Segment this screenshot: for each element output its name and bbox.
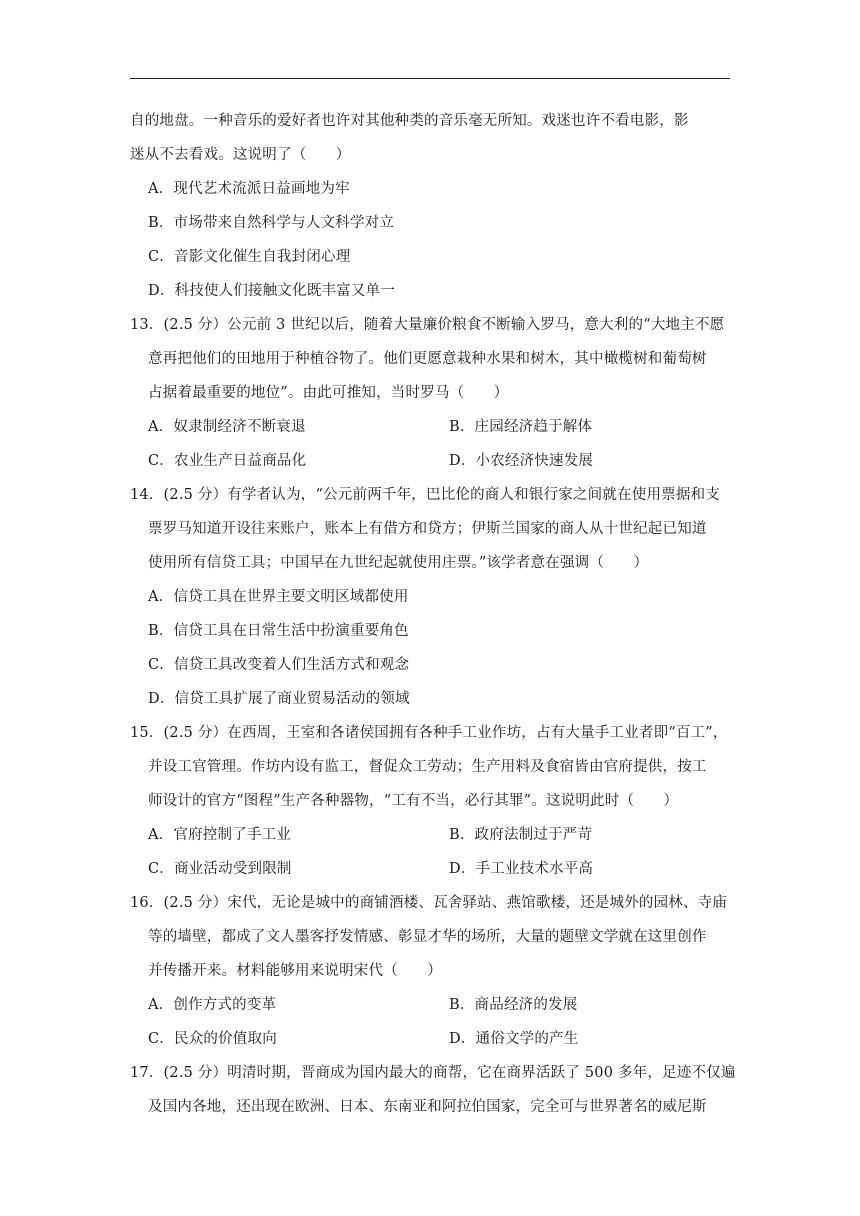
question-text-line: 并传播开来。材料能够用来说明宋代（ ） xyxy=(148,963,442,979)
question-12 xyxy=(130,110,734,314)
option-row xyxy=(130,416,734,450)
question-text-line: 等的墙壁，都成了文人墨客抒发情感、彰显才华的场所，大量的题壁文学就在这里创作 xyxy=(148,929,707,945)
option-a: A．现代艺术流派日益画地为牢 xyxy=(148,181,350,197)
question-text-line: 自的地盘。一种音乐的爱好者也许对其他种类的音乐毫无所知。戏迷也许不看电影，影 xyxy=(130,113,689,129)
option-a: A．官府控制了手工业 xyxy=(148,827,291,843)
option-d: D．手工业技术水平高 xyxy=(449,861,594,877)
option-d: D．信贷工具扩展了商业贸易活动的领域 xyxy=(148,691,410,707)
question-text-line: 13．(2.5 分）公元前 3 世纪以后，随着大量廉价粮食不断输入罗马，意大利的“大地主不愿 xyxy=(130,317,725,333)
option-c: C．音影文化催生自我封闭心理 xyxy=(148,249,351,265)
question-14 xyxy=(130,484,734,722)
question-text-line: 迷从不去看戏。这说明了（ ） xyxy=(130,147,351,163)
question-text-line: 占据着最重要的地位”。由此可推知，当时罗马（ ） xyxy=(148,385,509,401)
header-rule xyxy=(130,78,730,79)
question-content xyxy=(130,110,734,1130)
question-text-line: 意再把他们的田地用于种植谷物了。他们更愿意栽种水果和树木，其中橄榄树和葡萄树 xyxy=(148,351,707,367)
question-16 xyxy=(130,892,734,1062)
option-a: A．奴隶制经济不断衰退 xyxy=(148,419,306,435)
option-d: D．科技使人们接触文化既丰富又单一 xyxy=(148,283,396,299)
question-text-line: 并设工官管理。作坊内设有监工，督促众工劳动；生产用料及食宿皆由官府提供，按工 xyxy=(148,759,707,775)
option-c: C．农业生产日益商品化 xyxy=(148,453,307,469)
question-text-line: 师设计的官方“图程”生产各种器物，“工有不当，必行其罪”。这说明此时（ ） xyxy=(148,793,679,809)
option-row xyxy=(130,858,734,892)
question-text-line: 15．(2.5 分）在西周，王室和各诸侯国拥有各种手工业作坊，占有大量手工业者即“百工”， xyxy=(130,725,728,741)
question-text-line: 17．(2.5 分）明清时期，晋商成为国内最大的商帮，它在商界活跃了 500 多年，足迹不仅遍 xyxy=(130,1065,736,1081)
option-c: C．商业活动受到限制 xyxy=(148,861,292,877)
option-b: B．商品经济的发展 xyxy=(449,997,578,1013)
option-d: D．通俗文学的产生 xyxy=(449,1031,579,1047)
option-a: A．创作方式的变革 xyxy=(148,997,277,1013)
question-15 xyxy=(130,722,734,892)
question-17 xyxy=(130,1062,734,1130)
question-13 xyxy=(130,314,734,484)
question-text-line: 使用所有信贷工具；中国早在九世纪起就使用庄票。”该学者意在强调（ ） xyxy=(148,555,649,571)
question-text-line: 及国内各地，还出现在欧洲、日本、东南亚和阿拉伯国家，完全可与世界著名的威尼斯 xyxy=(148,1099,707,1115)
option-row xyxy=(130,994,734,1028)
question-text-line: 票罗马知道开设往来账户，账本上有借方和贷方；伊斯兰国家的商人从十世纪起已知道 xyxy=(148,521,707,537)
question-text-line: 14．(2.5 分）有学者认为，“公元前两千年，巴比伦的商人和银行家之间就在使用票据和支 xyxy=(130,487,720,503)
option-c: C．民众的价值取向 xyxy=(148,1031,277,1047)
option-row xyxy=(130,1028,734,1062)
option-b: B．市场带来自然科学与人文科学对立 xyxy=(148,215,395,231)
option-row xyxy=(130,450,734,484)
option-b: B．政府法制过于严苛 xyxy=(449,827,593,843)
option-a: A．信贷工具在世界主要文明区域都使用 xyxy=(148,589,409,605)
option-d: D．小农经济快速发展 xyxy=(449,453,594,469)
option-b: B．庄园经济趋于解体 xyxy=(449,419,593,435)
option-c: C．信贷工具改变着人们生活方式和观念 xyxy=(148,657,410,673)
question-text-line: 16．(2.5 分）宋代，无论是城中的商铺酒楼、瓦舍驿站、燕馆歌楼，还是城外的园林、寺庙 xyxy=(130,895,728,911)
option-row xyxy=(130,824,734,858)
option-b: B．信贷工具在日常生活中扮演重要角色 xyxy=(148,623,409,639)
